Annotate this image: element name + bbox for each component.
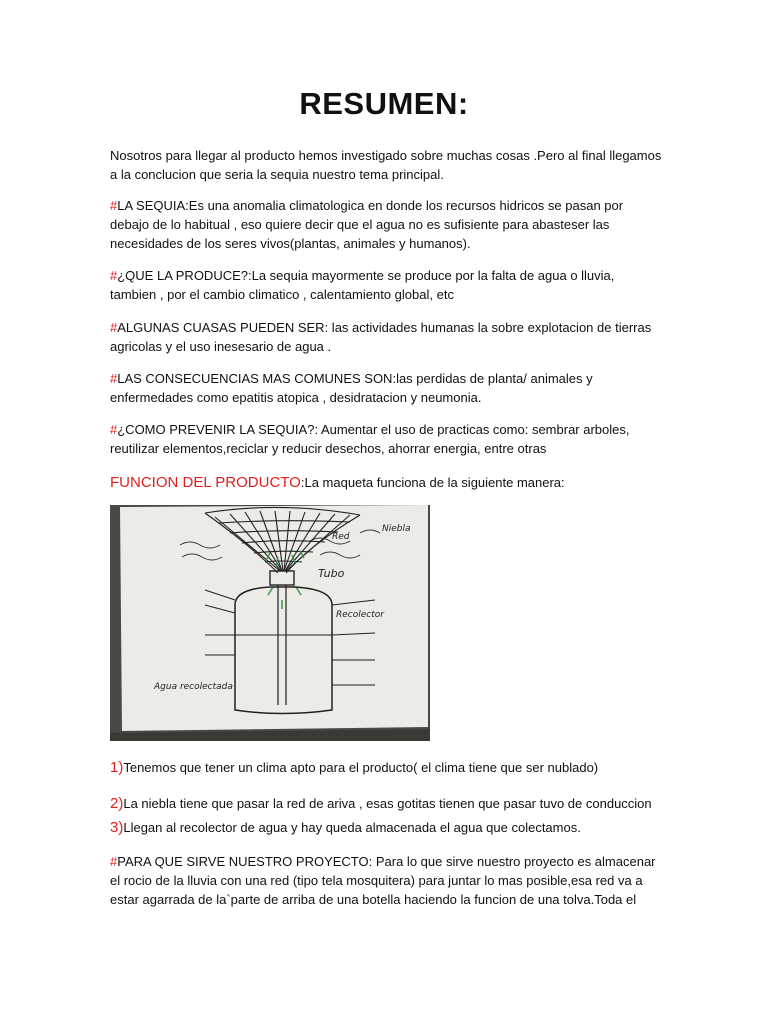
step-number: 3)	[110, 819, 124, 836]
section-consecuencias	[110, 369, 662, 407]
sketch-label-water: Agua recolectada	[154, 682, 233, 692]
step-text: Tenemos que tener un clima apto para el producto( el clima tiene que ser nublado)	[123, 760, 599, 775]
funcion-text: :La maqueta funciona de la siguiente manera:	[300, 475, 565, 490]
step-1	[110, 758, 662, 777]
section-proyecto	[110, 852, 662, 909]
section-produce	[110, 266, 662, 304]
section-text: Para lo que sirve nuestro proyecto es almacenar el rocio de la lluvia con una red (tipo tela mosquitera) para juntar lo mas posible,esa red va a estar agarrada de la`parte de arriba de una botella haciendo la funcion de una tolva.Toda el	[110, 854, 656, 907]
page-title: RESUMEN:	[299, 86, 469, 121]
section-heading: LAS CONSECUENCIAS MAS COMUNES SON:	[117, 371, 397, 386]
step-text: Llegan al recolector de agua y hay queda almacenada el agua que colectamos.	[123, 820, 581, 835]
sketch-label-mist: Niebla	[382, 524, 411, 534]
section-text: Aumentar el uso de practicas como: sembrar arboles, reutilizar elementos,reciclar y reducir desechos, ahorrar energia, entre otras	[110, 422, 630, 456]
hash-mark: #	[110, 422, 118, 437]
step-number: 1)	[110, 759, 124, 776]
section-causas	[110, 318, 662, 356]
section-text: las perdidas de planta/ animales y enfermedades como epatitis atopica , desidratacion y neumonia.	[110, 371, 593, 405]
intro-paragraph: Nosotros para llegar al producto hemos investigado sobre muchas cosas .Pero al final llegamos a la conclucion que seria la sequia nuestro tema principal.	[110, 148, 662, 182]
section-heading: PARA QUE SIRVE NUESTRO PROYECTO:	[117, 854, 373, 869]
sketch-label-net: Red	[332, 532, 350, 542]
sketch-label-tube: Tubo	[318, 567, 345, 580]
hash-mark: #	[110, 320, 118, 335]
step-3	[110, 818, 662, 837]
funcion-heading: FUNCION DEL PRODUCTO	[110, 474, 301, 491]
section-heading: ALGUNAS CUASAS PUEDEN SER:	[117, 320, 329, 335]
step-text: La niebla tiene que pasar la red de ariva , esas gotitas tienen que pasar tuvo de conduccion	[123, 796, 652, 811]
step-2	[110, 794, 662, 813]
funcion-heading-line	[110, 473, 662, 492]
hash-mark: #	[110, 371, 118, 386]
hash-mark: #	[110, 268, 118, 283]
hash-mark: #	[110, 854, 118, 869]
section-heading: ¿QUE LA PRODUCE?:	[117, 268, 252, 283]
hash-mark: #	[110, 198, 118, 213]
section-sequia	[110, 196, 662, 253]
section-text: las actividades humanas la sobre explotacion de tierras agricolas y el uso inesesario de agua .	[110, 320, 652, 354]
section-text: Es una anomalia climatologica en donde los recursos hidricos se pasan por debajo de lo habitual , eso quiere decir que el agua no es sufisiente para abasteser las necesidades de los seres vivos(plantas, animales y humanos).	[110, 198, 624, 251]
section-heading: LA SEQUIA:	[117, 198, 189, 213]
step-number: 2)	[110, 795, 124, 812]
sketch-photo	[110, 505, 430, 741]
section-text: La sequia mayormente se produce por la falta de agua o lluvia, tambien , por el cambio climatico , calentamiento global, etc	[110, 268, 615, 302]
section-prevenir	[110, 420, 662, 458]
sketch-label-collector: Recolector	[336, 610, 384, 620]
section-heading: ¿COMO PREVENIR LA SEQUIA?:	[117, 422, 319, 437]
